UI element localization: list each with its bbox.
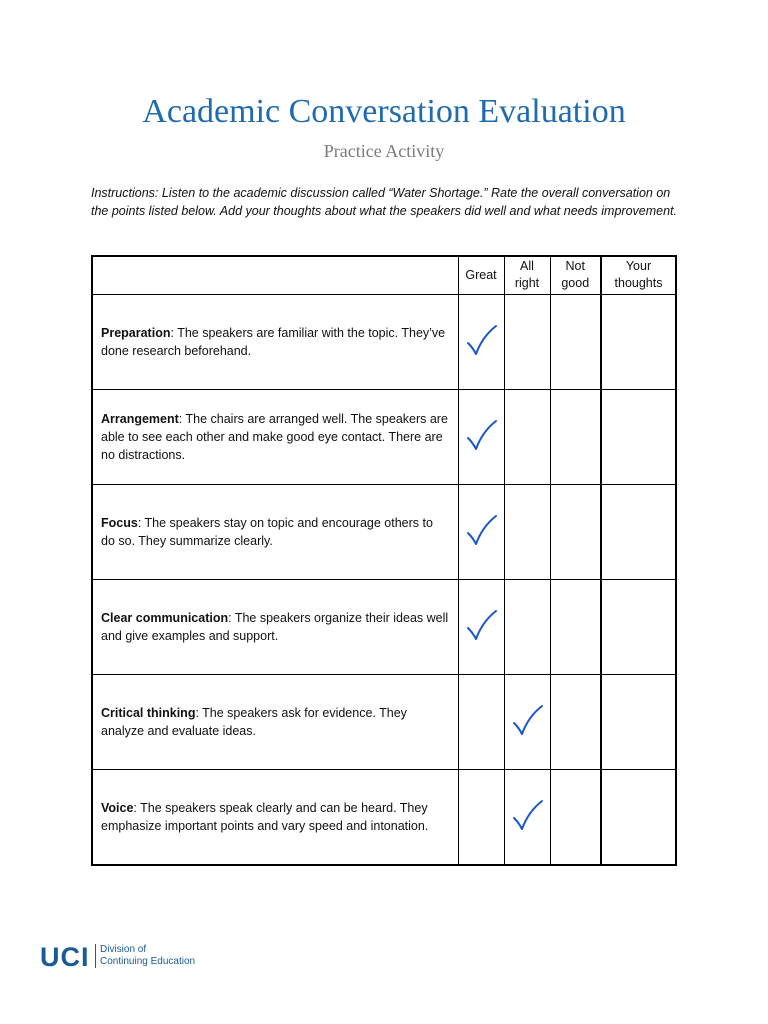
cell-your-thoughts[interactable] bbox=[601, 769, 676, 865]
cell-not-good[interactable] bbox=[550, 389, 601, 484]
criterion-cell: Clear communication: The speakers organize their ideas well and give examples and support. bbox=[92, 579, 458, 674]
cell-all-right[interactable] bbox=[504, 579, 550, 674]
cell-all-right[interactable] bbox=[504, 484, 550, 579]
cell-your-thoughts[interactable] bbox=[601, 484, 676, 579]
logo-divider bbox=[95, 944, 96, 968]
cell-all-right[interactable] bbox=[504, 389, 550, 484]
evaluation-table bbox=[91, 255, 677, 866]
cell-your-thoughts[interactable] bbox=[601, 579, 676, 674]
instructions-text: Instructions: Listen to the academic discussion called “Water Shortage.” Rate the overall conversation on the points listed below. Add your thoughts about what the speakers did well and what needs improvement. bbox=[91, 186, 678, 218]
header-great: Great bbox=[458, 256, 504, 294]
cell-great[interactable] bbox=[458, 674, 504, 769]
cell-not-good[interactable] bbox=[550, 769, 601, 865]
cell-not-good[interactable] bbox=[550, 484, 601, 579]
criteria-header bbox=[92, 256, 458, 294]
table-row bbox=[92, 674, 676, 769]
cell-great[interactable] bbox=[458, 389, 504, 484]
check-mark-icon bbox=[465, 513, 499, 549]
header-all-right: All right bbox=[504, 256, 550, 294]
table-row bbox=[92, 769, 676, 865]
table-row bbox=[92, 389, 676, 484]
cell-great[interactable] bbox=[458, 579, 504, 674]
page-title: Academic Conversation Evaluation bbox=[142, 93, 626, 130]
check-mark-icon bbox=[465, 323, 499, 359]
cell-all-right[interactable] bbox=[504, 769, 550, 865]
check-mark-icon bbox=[465, 608, 499, 644]
cell-your-thoughts[interactable] bbox=[601, 674, 676, 769]
check-mark-icon bbox=[511, 703, 545, 739]
criterion-cell: Voice: The speakers speak clearly and can be heard. They emphasize important points and vary speed and intonation. bbox=[92, 769, 458, 865]
criterion-cell: Critical thinking: The speakers ask for evidence. They analyze and evaluate ideas. bbox=[92, 674, 458, 769]
header-not-good: Not good bbox=[550, 256, 601, 294]
cell-all-right[interactable] bbox=[504, 294, 550, 389]
cell-not-good[interactable] bbox=[550, 294, 601, 389]
cell-not-good[interactable] bbox=[550, 579, 601, 674]
table-header-row bbox=[92, 256, 676, 294]
table-row bbox=[92, 579, 676, 674]
cell-your-thoughts[interactable] bbox=[601, 389, 676, 484]
logo-division-text: Division of Continuing Education bbox=[100, 944, 196, 967]
table-row bbox=[92, 294, 676, 389]
cell-great[interactable] bbox=[458, 769, 504, 865]
table-row bbox=[92, 484, 676, 579]
cell-not-good[interactable] bbox=[550, 674, 601, 769]
check-mark-icon bbox=[511, 798, 545, 834]
cell-all-right[interactable] bbox=[504, 674, 550, 769]
criterion-cell: Focus: The speakers stay on topic and encourage others to do so. They summarize clearly. bbox=[92, 484, 458, 579]
check-mark-icon bbox=[465, 418, 499, 454]
criterion-cell: Preparation: The speakers are familiar with the topic. They’ve done research beforehand. bbox=[92, 294, 458, 389]
cell-great[interactable] bbox=[458, 294, 504, 389]
cell-great[interactable] bbox=[458, 484, 504, 579]
page-subtitle: Practice Activity bbox=[323, 141, 445, 161]
logo-wordmark: UCI bbox=[40, 942, 90, 972]
header-your-thoughts: Your thoughts bbox=[601, 256, 676, 294]
cell-your-thoughts[interactable] bbox=[601, 294, 676, 389]
criterion-cell: Arrangement: The chairs are arranged well. The speakers are able to see each other and make good eye contact. There are no distractions. bbox=[92, 389, 458, 484]
